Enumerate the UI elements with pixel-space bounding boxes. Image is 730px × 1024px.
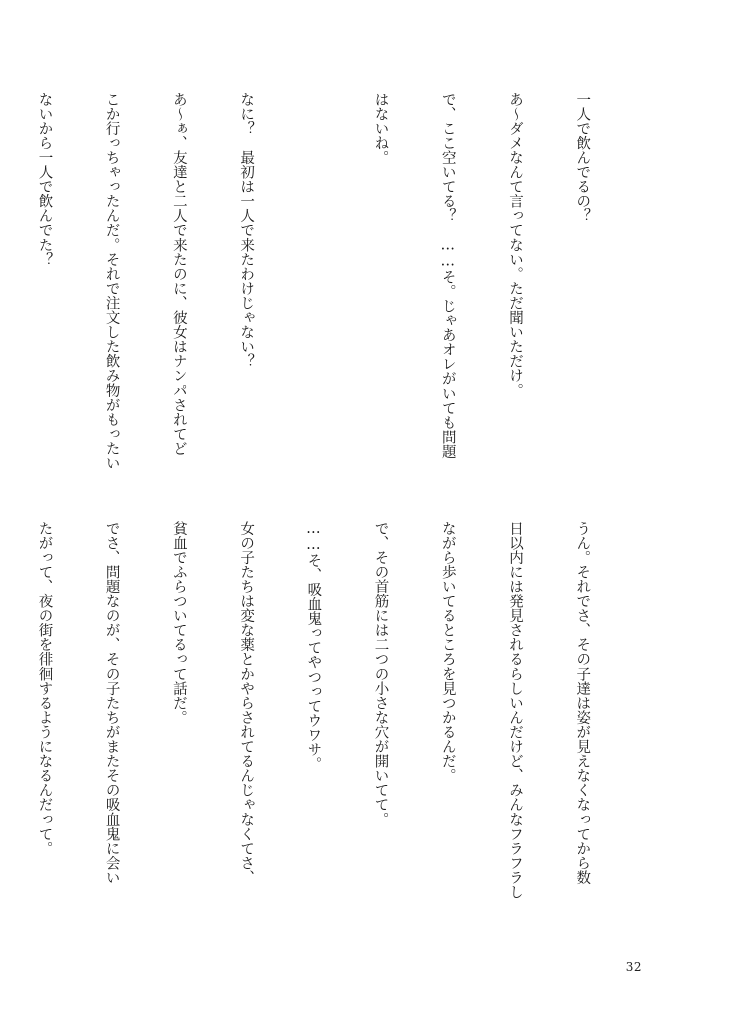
text-line: 女の子たちは変な薬とかやらされてるんじゃなくてさ、: [238, 521, 255, 885]
text-line: でさ、問題なのが、その子たちがまたその吸血鬼に会い: [103, 521, 120, 885]
text-line: ながら歩いてるところを見つかるんだ。: [439, 521, 456, 783]
text-line: で、ここ空いてる？ ……そ。じゃあオレがいても問題: [439, 92, 456, 459]
text-line: うん。それでさ、その子達は姿が見えなくなってから数: [574, 521, 591, 885]
text-line: あ〜ぁ、友達と二人で来たのに、彼女はナンパされてど: [170, 92, 187, 456]
text-line: はないね。: [372, 92, 389, 165]
text-line: ……そ、吸血鬼ってやつってウワサ。: [305, 521, 322, 772]
text-line: あ〜ダメなんて言ってない。ただ聞いただけ。: [506, 92, 523, 398]
text-line: ないから一人で飲んでた？: [36, 92, 53, 267]
text-line: こか行っちゃったんだ。それで注文した飲み物がもったい: [103, 92, 120, 471]
text-line-blank: [302, 92, 324, 502]
text-block-upper: [0, 92, 638, 502]
text-line: たがって、夜の街を徘徊するようになるんだって。: [36, 521, 53, 856]
text-line: なに？ 最初は一人で来たわけじゃない？: [238, 92, 255, 369]
text-line: 日以内には発見されるらしいんだけど、みんなフラフラし: [506, 521, 523, 900]
page-number: 32: [625, 960, 642, 974]
text-line: 一人で飲んでるの？: [574, 92, 591, 223]
text-line: で、その首筋には二つの小さな穴が開いてて。: [372, 521, 389, 827]
text-line: 貧血でふらついてるって話だ。: [170, 521, 187, 725]
text-block-lower: [0, 521, 638, 941]
